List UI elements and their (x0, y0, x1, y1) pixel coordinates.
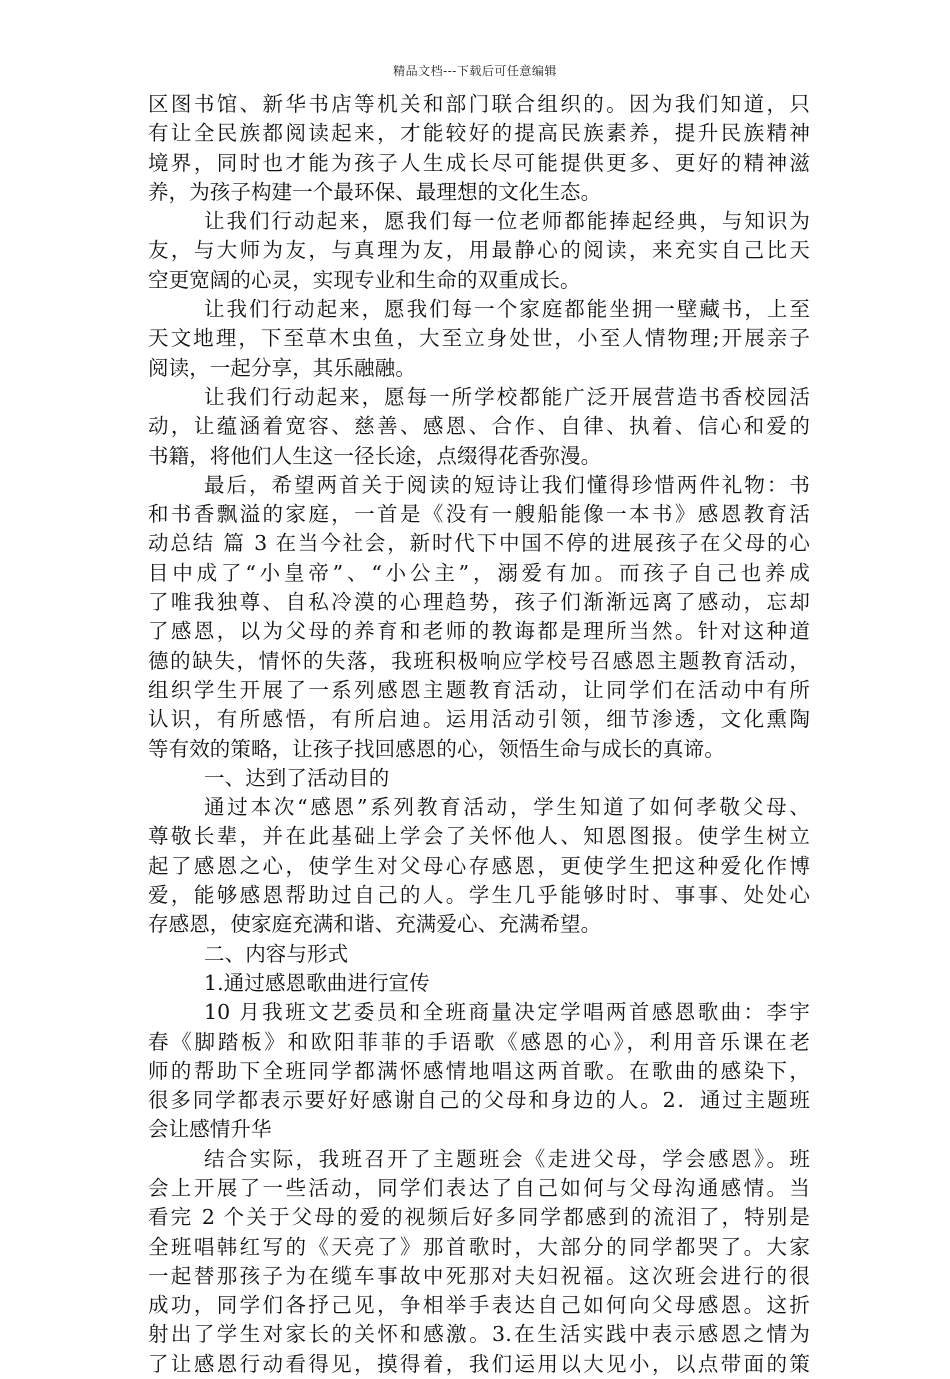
text-line: 了让感恩行动看得见，摸得着，我们运用以大见小，以点带面的策 (148, 1351, 810, 1376)
section-heading: 一、达到了活动目的 (204, 765, 390, 790)
text-line: 组织学生开展了一系列感恩主题教育活动，让同学们在活动中有所 (148, 677, 810, 702)
text-line: 10 月我班文艺委员和全班商量决定学唱两首感恩歌曲：李宇 (204, 1000, 810, 1025)
text-line: 存感恩，使家庭充满和谐、充满爱心、充满希望。 (148, 912, 602, 937)
text-line: 等有效的策略，让孩子找回感恩的心，领悟生命与成长的真谛。 (148, 736, 725, 761)
text-line: 和书香飘溢的家庭，一首是《没有一艘船能像一本书》感恩教育活 (148, 502, 810, 527)
text-line: 阅读，一起分享，其乐融融。 (148, 355, 416, 380)
text-line: 成功，同学们各抒己见，争相举手表达自己如何向父母感恩。这折 (148, 1293, 810, 1318)
text-line: 动，让蕴涵着宽容、慈善、感恩、合作、自律、执着、信心和爱的 (148, 414, 810, 439)
text-line: 让我们行动起来，愿我们每一个家庭都能坐拥一壁藏书，上至 (204, 297, 810, 322)
text-line: 区图书馆、新华书店等机关和部门联合组织的。因为我们知道，只 (148, 92, 810, 116)
text-line: 目中成了“小皇帝”、“小公主”，溺爱有加。而孩子自己也养成 (148, 560, 810, 585)
text-line: 养，为孩子构建一个最环保、最理想的文化生态。 (148, 179, 602, 204)
text-line: 友，与大师为友，与真理为友，用最静心的阅读，来充实自己比天 (148, 238, 810, 263)
text-line: 让我们行动起来，愿每一所学校都能广泛开展营造书香校园活 (204, 384, 810, 409)
subsection-heading: 1.通过感恩歌曲进行宣传 (204, 970, 430, 995)
text-line: 全班唱韩红写的《天亮了》那首歌时，大部分的同学都哭了。大家 (148, 1234, 810, 1259)
text-line: 有让全民族都阅读起来，才能较好的提高民族素养，提升民族精神 (148, 121, 810, 146)
text-line: 会让感情升华 (148, 1117, 272, 1142)
text-line: 会上开展了一些活动，同学们表达了自己如何与父母沟通感情。当 (148, 1175, 810, 1200)
text-line: 了感恩，以为父母的养育和老师的教诲都是理所当然。针对这种道 (148, 619, 810, 644)
text-line: 通过本次“感恩”系列教育活动，学生知道了如何孝敬父母、 (204, 795, 810, 820)
text-line: 射出了学生对家长的关怀和感激。3.在生活实践中表示感恩之情为 (148, 1322, 810, 1347)
text-line: 很多同学都表示要好好感谢自己的父母和身边的人。2．通过主题班 (148, 1088, 810, 1113)
text-line: 春《脚踏板》和欧阳菲菲的手语歌《感恩的心》，利用音乐课在老 (148, 1029, 810, 1054)
text-line: 起了感恩之心，使学生对父母心存感恩，更使学生把这种爱化作博 (148, 853, 810, 878)
text-line: 动总结 篇 3 在当今社会，新时代下中国不停的进展孩子在父母的心 (148, 531, 810, 556)
text-line: 最后，希望两首关于阅读的短诗让我们懂得珍惜两件礼物：书 (204, 472, 810, 497)
text-line: 师的帮助下全班同学都满怀感情地唱这两首歌。在歌曲的感染下， (148, 1058, 810, 1083)
text-line: 一起替那孩子为在缆车事故中死那对夫妇祝福。这次班会进行的很 (148, 1263, 810, 1288)
text-line: 境界，同时也才能为孩子人生成长尽可能提供更多、更好的精神滋 (148, 150, 810, 175)
text-line: 爱，能够感恩帮助过自己的人。学生几乎能够时时、事事、处处心 (148, 883, 810, 908)
text-line: 了唯我独尊、自私冷漠的心理趋势，孩子们渐渐远离了感动，忘却 (148, 590, 810, 615)
page-header: 精品文档---下载后可任意编辑 (393, 64, 557, 78)
section-heading: 二、内容与形式 (204, 941, 349, 966)
text-line: 德的缺失，情怀的失落，我班积极响应学校号召感恩主题教育活动， (148, 648, 810, 673)
text-line: 看完 2 个关于父母的爱的视频后好多同学都感到的流泪了，特别是 (148, 1205, 810, 1230)
text-line: 认识，有所感悟，有所启迪。运用活动引领，细节渗透，文化熏陶 (148, 707, 810, 732)
text-line: 书籍，将他们人生这一径长途，点缀得花香弥漫。 (148, 443, 602, 468)
document-body (148, 90, 810, 1379)
text-line: 结合实际，我班召开了主题班会《走进父母，学会感恩》。班 (204, 1146, 810, 1171)
text-line: 天文地理，下至草木虫鱼，大至立身处世，小至人情物理;开展亲子 (148, 326, 810, 351)
text-line: 空更宽阔的心灵，实现专业和生命的双重成长。 (148, 267, 581, 292)
text-line: 尊敬长辈，并在此基础上学会了关怀他人、知恩图报。使学生树立 (148, 824, 810, 849)
text-line: 让我们行动起来，愿我们每一位老师都能捧起经典，与知识为 (204, 209, 810, 234)
